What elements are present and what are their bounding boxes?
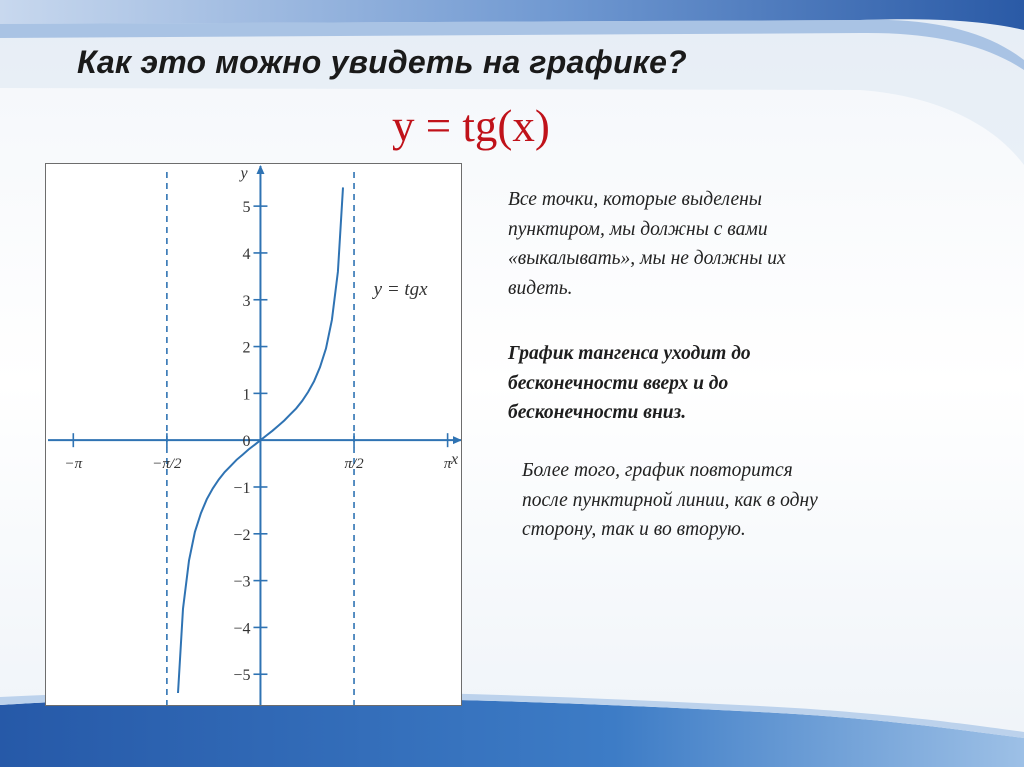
x-tick-label: −π/2 (152, 456, 182, 473)
y-tick-label: 0 (242, 433, 251, 451)
text-line: Более того, график повторится (522, 460, 793, 481)
x-tick-label: π/2 (344, 456, 364, 473)
y-tick-label: 4 (242, 245, 251, 263)
slide-title: Как это можно увидеть на графике? (77, 44, 687, 80)
text-line: «выкалывать», мы не должны их (508, 248, 786, 269)
y-axis-label: y (240, 165, 248, 182)
text-line: График тангенса уходит до (508, 343, 751, 364)
tangent-chart (46, 164, 462, 706)
text-line: после пунктирной линии, как в одну (522, 489, 818, 511)
paragraph-infinity (508, 339, 868, 428)
y-tick-label: 2 (242, 339, 251, 357)
y-tick-label: −3 (233, 573, 251, 591)
text-line: бесконечности вверх и до (508, 372, 729, 394)
x-tick-label: π (443, 456, 452, 473)
y-tick-label: −2 (233, 526, 251, 544)
y-tick-label: 1 (242, 386, 251, 404)
x-axis-label: x (451, 451, 459, 469)
text-line: Все точки, которые выделены (508, 189, 763, 210)
function-annotation: y = tgx (373, 279, 428, 301)
text-line: видеть. (508, 277, 573, 299)
tangent-graph (45, 163, 462, 706)
y-tick-label: −5 (233, 667, 251, 685)
x-tick-label: −π (64, 456, 83, 473)
formula-heading: y = tg(x) (392, 101, 550, 151)
text-line: бесконечности вниз. (508, 402, 687, 423)
paragraph-repeat (522, 456, 942, 545)
y-tick-label: −4 (233, 620, 251, 638)
y-tick-label: 3 (242, 292, 251, 310)
y-tick-label: 5 (242, 199, 251, 217)
text-line: пунктиром, мы должны с вами (508, 218, 768, 240)
text-line: сторону, так и во вторую. (522, 519, 746, 540)
y-tick-label: −1 (233, 479, 251, 497)
paragraph-dotted-points (508, 185, 868, 303)
